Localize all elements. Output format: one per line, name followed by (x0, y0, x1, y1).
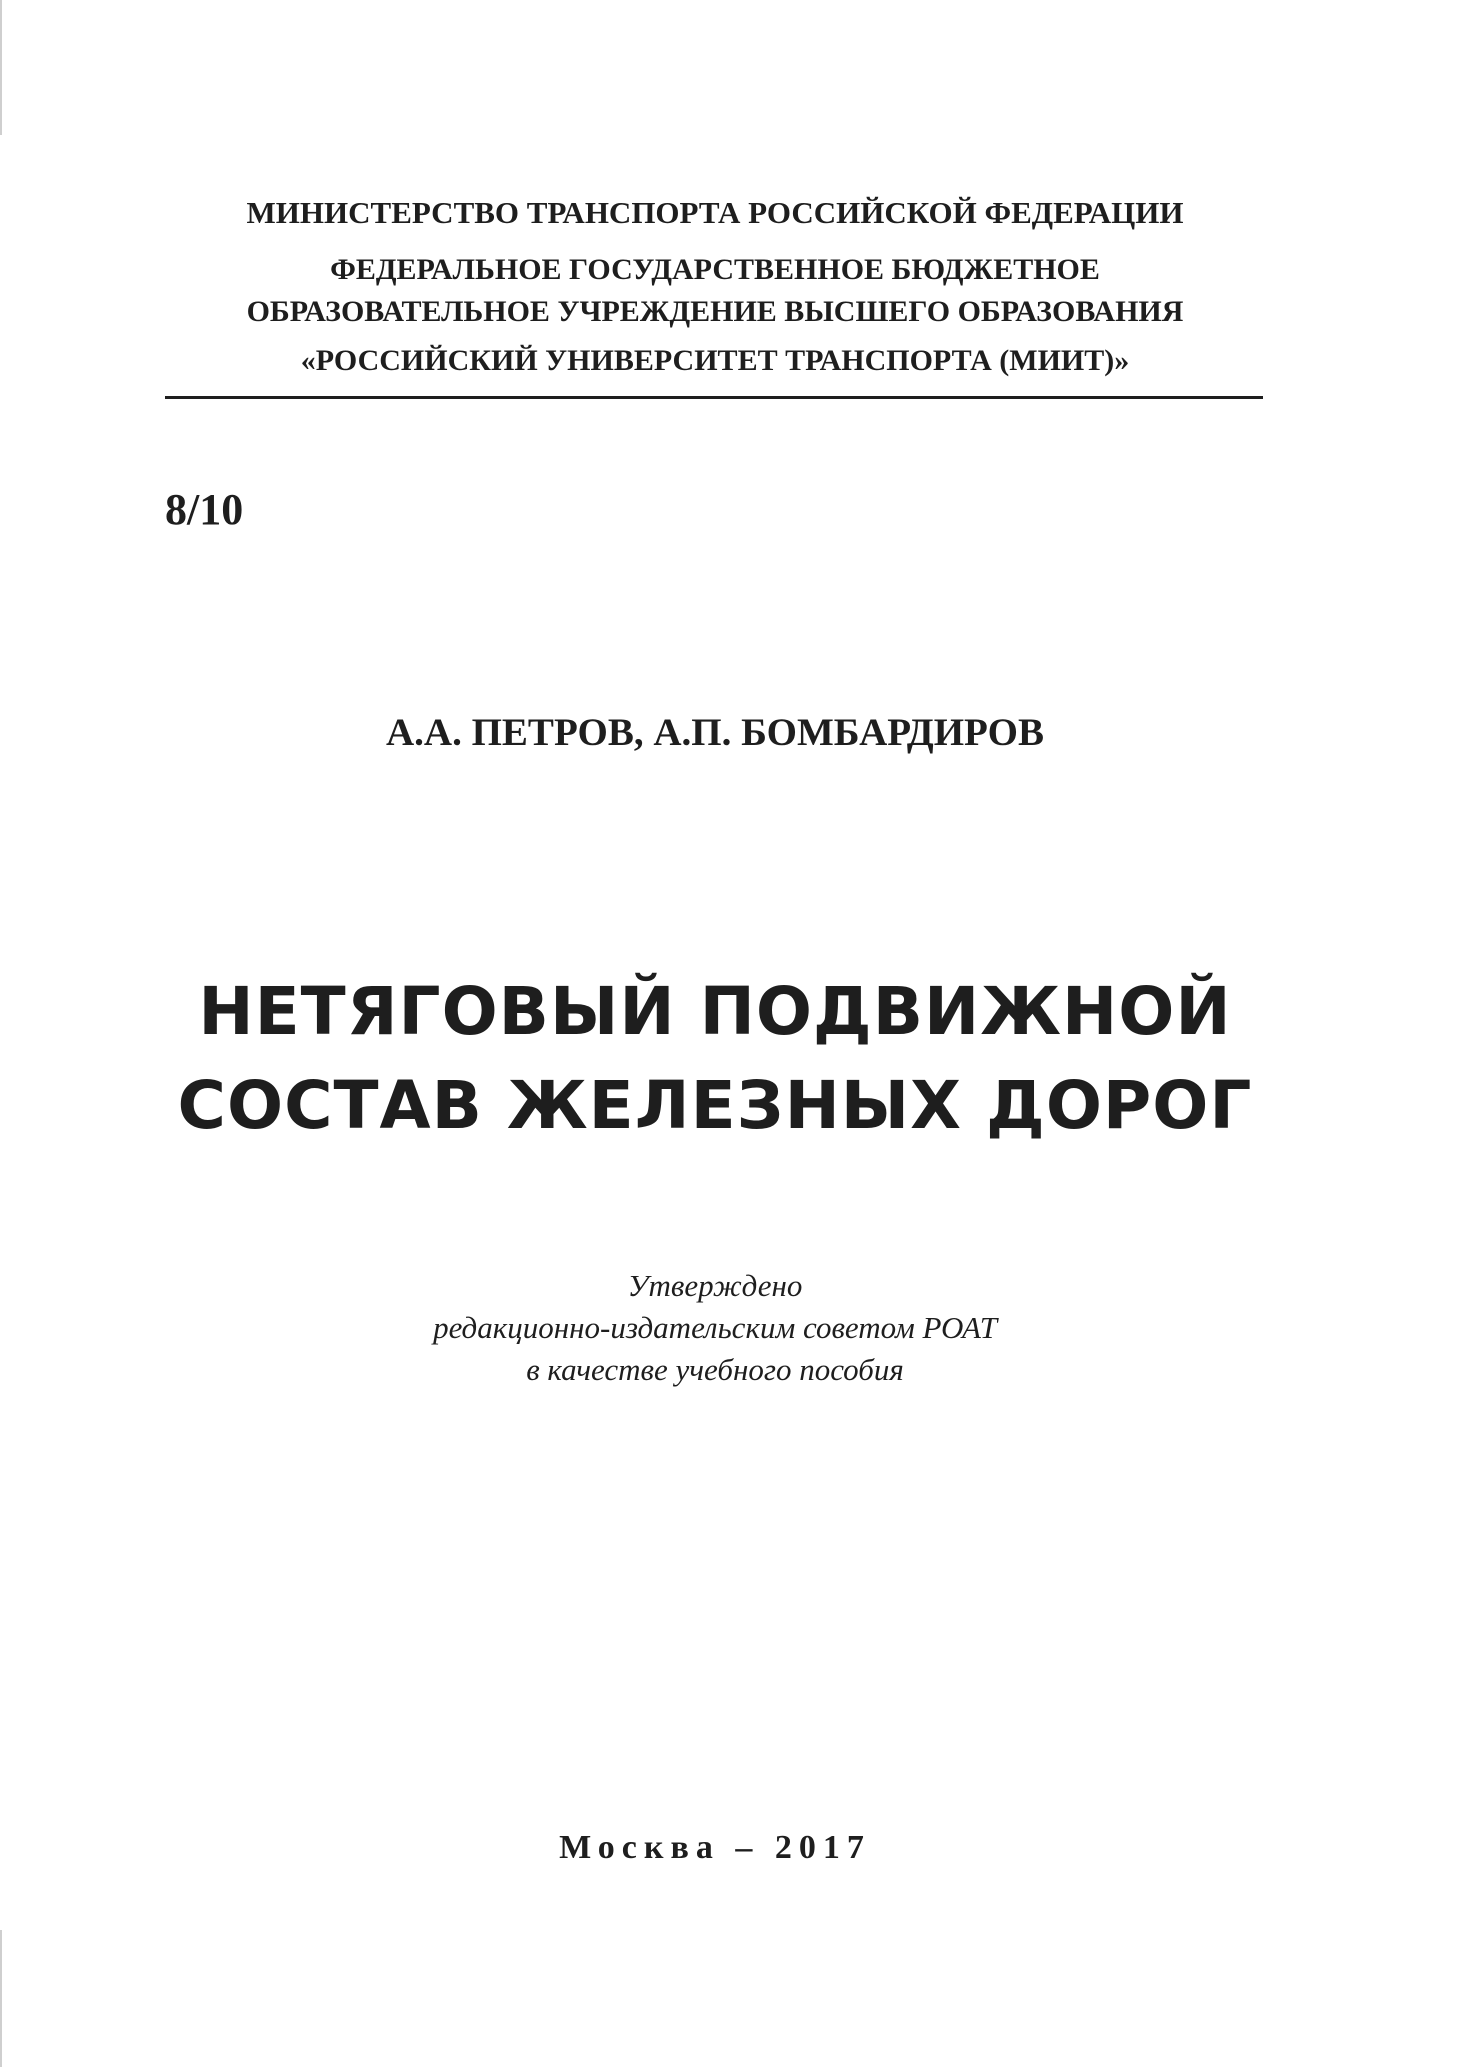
page-edge-mark-bottom (0, 1930, 2, 2067)
institution-line-1: ФЕДЕРАЛЬНОЕ ГОСУДАРСТВЕННОЕ БЮДЖЕТНОЕ (330, 253, 1100, 286)
ministry-name: МИНИСТЕРСТВО ТРАНСПОРТА РОССИЙСКОЙ ФЕДЕРАЦИИ (246, 195, 1184, 230)
approval-line-2: редакционно-издательским советом РОАТ (433, 1310, 997, 1345)
book-title (165, 965, 1265, 1153)
book-title-line-2: СОСТАВ ЖЕЛЕЗНЫХ ДОРОГ (177, 1067, 1253, 1144)
book-title-line-1: НЕТЯГОВЫЙ ПОДВИЖНОЙ (198, 973, 1232, 1050)
approval-line-1: Утверждено (627, 1268, 803, 1303)
header-divider (165, 396, 1263, 399)
page-edge-mark-top (0, 0, 2, 135)
publication-code: 8/10 (165, 485, 244, 534)
city-year-imprint: Москва – 2017 (559, 1829, 871, 1866)
approval-note (165, 1265, 1265, 1391)
authors: А.А. ПЕТРОВ, А.П. БОМБАРДИРОВ (386, 711, 1044, 754)
institution-line-2: ОБРАЗОВАТЕЛЬНОЕ УЧРЕЖДЕНИЕ ВЫСШЕГО ОБРАЗОВАНИЯ (246, 295, 1184, 328)
university-name: «РОССИЙСКИЙ УНИВЕРСИТЕТ ТРАНСПОРТА (МИИТ)» (300, 344, 1130, 377)
approval-line-3: в качестве учебного пособия (526, 1352, 904, 1387)
publisher-header (165, 185, 1265, 381)
